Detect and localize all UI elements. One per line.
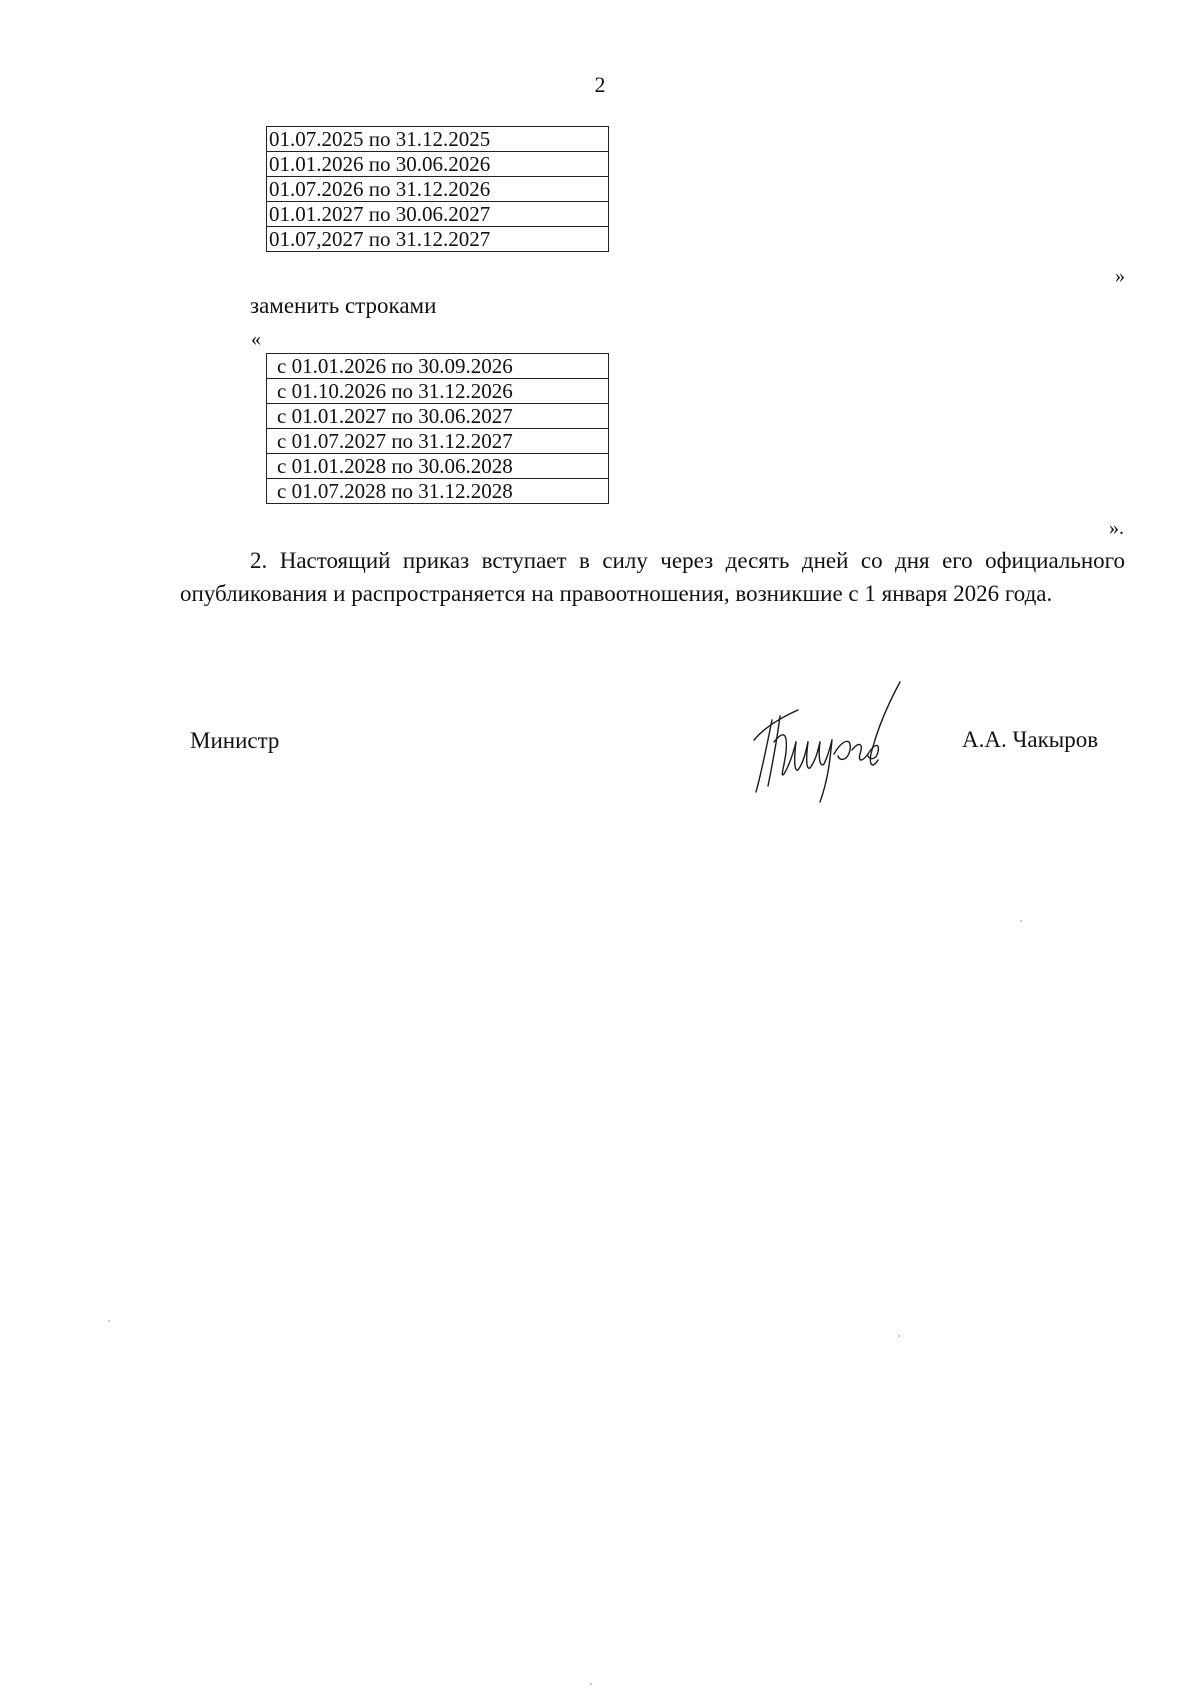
table-row (267, 379, 609, 404)
scan-speck (1020, 920, 1022, 922)
table-cell: с 01.01.2027 по 30.06.2027 (267, 404, 609, 429)
paragraph-effective-date (180, 544, 1125, 610)
table-cell: с 01.07.2028 по 31.12.2028 (267, 479, 609, 504)
closing-quote: » (1115, 265, 1125, 287)
table-cell: 01.01.2026 по 30.06.2026 (267, 152, 609, 177)
table-cell: 01.07,2027 по 31.12.2027 (267, 227, 609, 252)
table-cell: 01.01.2027 по 30.06.2027 (267, 202, 609, 227)
opening-quote: « (251, 328, 261, 350)
table-row (267, 454, 609, 479)
table-row (267, 127, 609, 152)
paragraph-text: 2. Настоящий приказ вступает в силу через десять дней со дня его официального опубликования и распространяется на правоотношения, возникшие с 1 января 2026 года. (180, 548, 1125, 606)
table-cell: 01.07.2025 по 31.12.2025 (267, 127, 609, 152)
signer-name: А.А. Чакыров (962, 727, 1099, 752)
table-row (267, 177, 609, 202)
scan-speck (898, 1335, 900, 1337)
closing-quote-period: ». (1109, 517, 1124, 539)
table-row (267, 227, 609, 252)
handwritten-signature (750, 680, 965, 805)
old-periods-table (266, 126, 609, 252)
scan-speck (108, 1320, 110, 1322)
table-row (267, 202, 609, 227)
table-row (267, 354, 609, 379)
table-row (267, 429, 609, 454)
table-cell: с 01.07.2027 по 31.12.2027 (267, 429, 609, 454)
table-row (267, 404, 609, 429)
signer-title: Министр (190, 728, 280, 753)
table-cell: с 01.01.2028 по 30.06.2028 (267, 454, 609, 479)
table-cell: с 01.01.2026 по 30.09.2026 (267, 354, 609, 379)
table-cell: с 01.10.2026 по 31.12.2026 (267, 379, 609, 404)
scan-speck (590, 1683, 592, 1685)
new-periods-table (266, 353, 609, 504)
table-cell: 01.07.2026 по 31.12.2026 (267, 177, 609, 202)
table-row (267, 479, 609, 504)
replace-instruction: заменить строками (250, 293, 437, 318)
page-number: 2 (594, 72, 606, 97)
table-row (267, 152, 609, 177)
